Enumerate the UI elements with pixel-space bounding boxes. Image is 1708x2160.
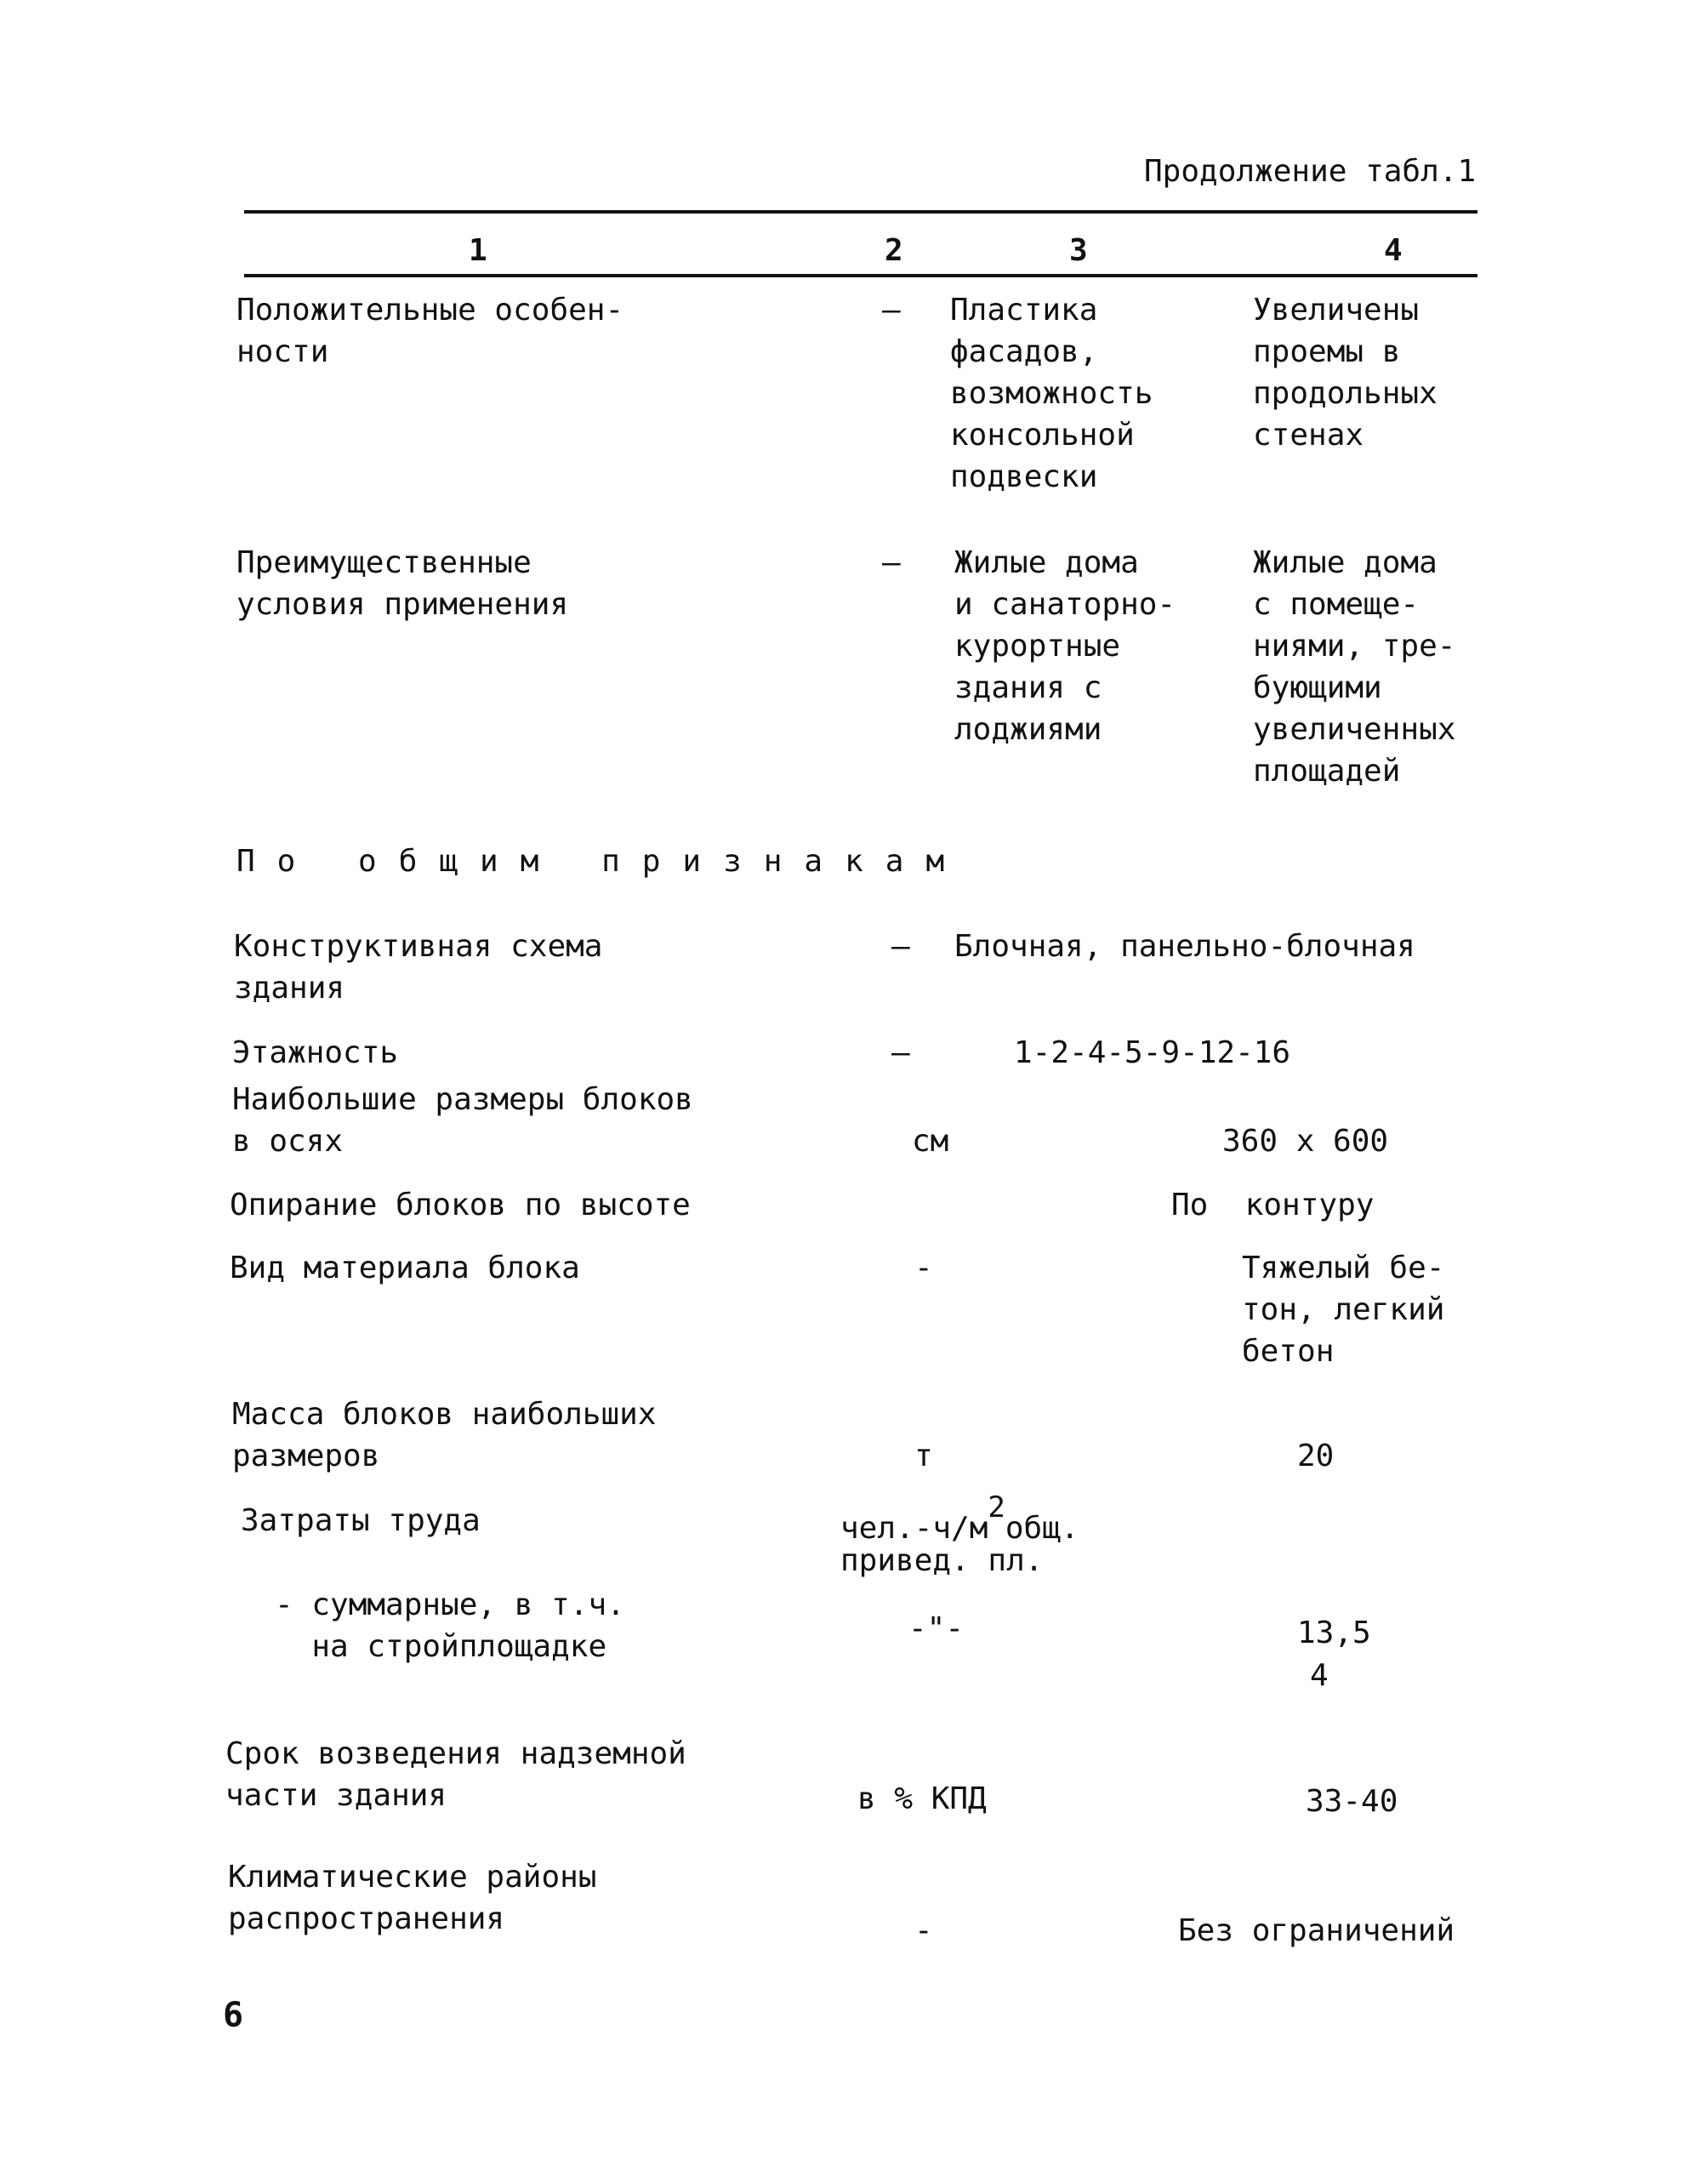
header-bottom-rule (244, 274, 1477, 277)
erection-time-unit: в % КПД (857, 1781, 987, 1816)
support-value: По контуру (1171, 1188, 1375, 1222)
column-number-4: 4 (1384, 233, 1403, 268)
column-number-1: 1 (469, 233, 487, 268)
row-application-unit: – (882, 545, 901, 580)
floors-label: Этажность (232, 1035, 399, 1070)
labor-sub-unit: -"- (908, 1611, 965, 1646)
climate-unit: - (914, 1913, 933, 1948)
column-number-2: 2 (885, 233, 903, 268)
floors-unit: – (891, 1035, 910, 1070)
labor-sub-label: - суммарные, в т.ч. на стройплощадке (275, 1587, 625, 1664)
mass-value: 20 (1297, 1439, 1335, 1473)
erection-time-label: Срок возведения надземной части здания (225, 1736, 686, 1813)
page-number: 6 (223, 1996, 244, 2035)
labor-value-site: 4 (1310, 1658, 1329, 1693)
row-application-col3: Жилые дома и санаторно- курортные здания с лоджиями (954, 545, 1176, 747)
material-label: Вид материала блока (230, 1251, 580, 1285)
material-unit: - (914, 1251, 933, 1285)
section-heading: По общим признакам (236, 844, 967, 879)
labor-unit-suffix: общ. (1005, 1511, 1079, 1546)
labor-value-total: 13,5 (1297, 1616, 1371, 1650)
erection-time-value: 33-40 (1306, 1784, 1398, 1819)
climate-label: Климатические районы распространения (228, 1860, 597, 1936)
labor-label: Затраты труда (241, 1503, 481, 1538)
block-size-unit: см (912, 1124, 949, 1159)
construction-scheme-value: Блочная, панельно-блочная (954, 929, 1415, 964)
header-top-rule (244, 210, 1477, 214)
row-positive-unit: – (882, 293, 901, 328)
row-application-col4: Жилые дома с помеще- ниями, тре- бующими увеличенных площадей (1253, 545, 1456, 789)
labor-unit-superscript: 2 (988, 1490, 1005, 1525)
row-application-label: Преимущественные условия применения (236, 545, 569, 622)
construction-scheme-unit: – (891, 929, 910, 964)
mass-label: Масса блоков наибольших размеров (232, 1397, 657, 1473)
block-size-label: Наибольшие размеры блоков в осях (232, 1082, 693, 1159)
labor-unit-prefix: чел.-ч/м (840, 1511, 988, 1546)
table-caption: Продолжение табл.1 (1144, 154, 1477, 189)
material-value: Тяжелый бе- тон, легкий бетон (1242, 1251, 1445, 1369)
climate-value: Без ограничений (1178, 1913, 1455, 1948)
support-label: Опирание блоков по высоте (230, 1188, 691, 1222)
construction-scheme-label: Конструктивная схема здания (234, 929, 603, 1006)
row-positive-col4: Увеличены проемы в продольных стенах (1253, 293, 1438, 453)
mass-unit: т (914, 1439, 933, 1473)
column-number-3: 3 (1069, 233, 1088, 268)
floors-value: 1-2-4-5-9-12-16 (1014, 1035, 1291, 1070)
block-size-value: 360 х 600 (1222, 1124, 1389, 1159)
row-positive-label: Положительные особен- ности (236, 293, 624, 369)
row-positive-col3: Пластика фасадов, возможность консольной подвески (950, 293, 1153, 494)
labor-unit-line2: привед. пл. (840, 1543, 1044, 1578)
